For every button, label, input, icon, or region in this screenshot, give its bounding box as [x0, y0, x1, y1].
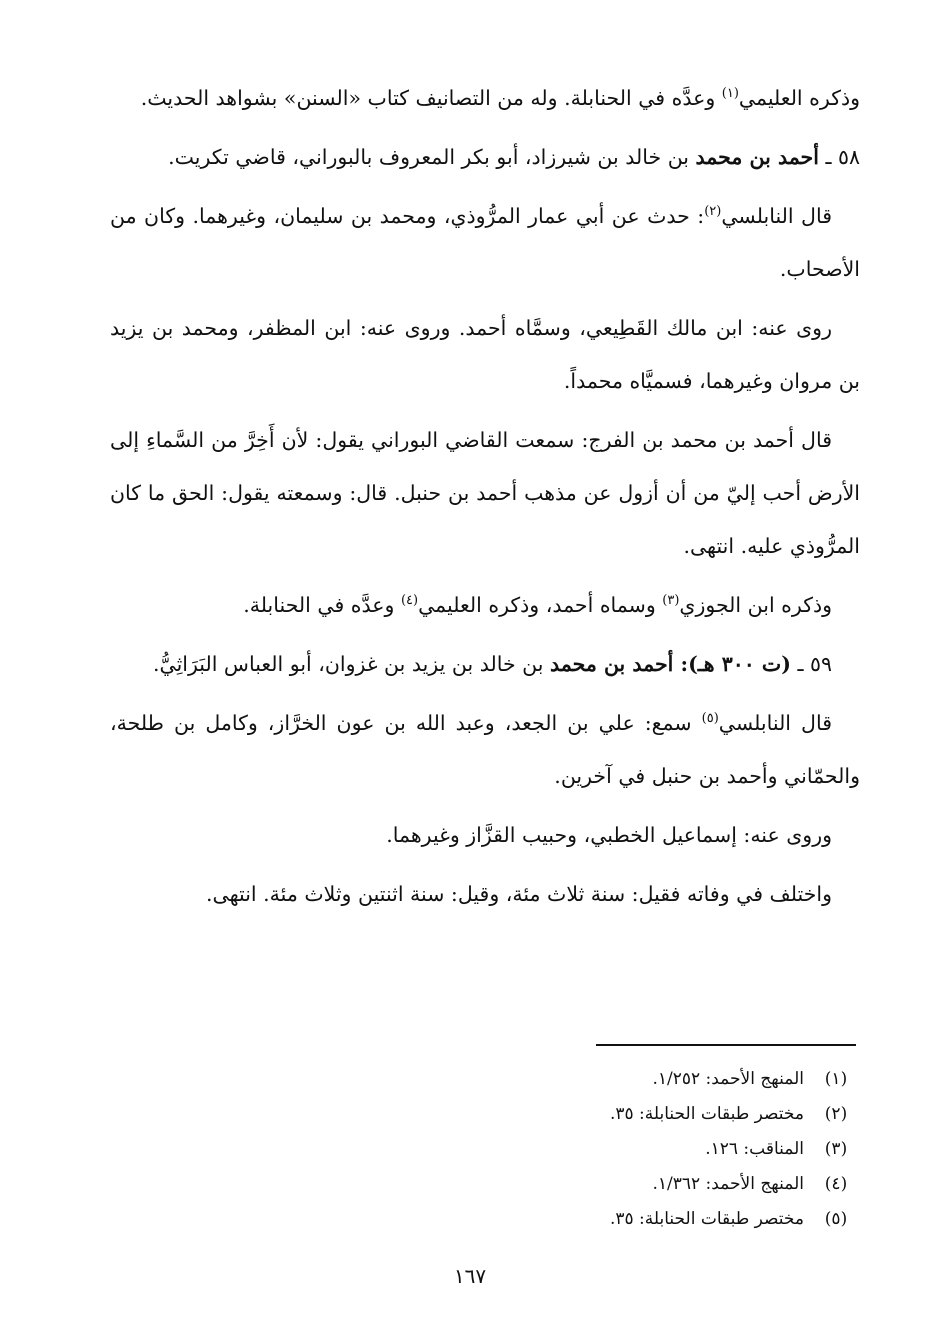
- text-segment: وذكره العليمي: [738, 86, 860, 110]
- entry-name: (ت ٣٠٠ هـ): أحمد بن محمد: [549, 652, 791, 676]
- text-segment: روى عنه: ابن مالك القَطِيعي، وسمَّاه أحمد. وروى عنه: ابن المظفر، ومحمد بن يزيد بن مروان وغيرهما، فسميَّاه محمداً.: [110, 316, 860, 393]
- paragraph: [110, 302, 860, 408]
- footnote-number: (٣): [824, 1139, 848, 1159]
- footnote-ref: (١): [721, 86, 739, 102]
- paragraph: [110, 131, 860, 184]
- footnote-number: (٢): [824, 1104, 848, 1124]
- footnote-number: (١): [824, 1069, 848, 1089]
- footnote-text: مختصر طبقات الحنابلة: ٣٥.: [609, 1104, 804, 1124]
- text-segment: بن خالد بن شيرزاد، أبو بكر المعروف بالبوراني، قاضي تكريت.: [168, 145, 696, 169]
- text-segment: ٥٨ ـ: [818, 145, 860, 169]
- paragraph: [110, 579, 860, 632]
- footnote-number: (٥): [824, 1209, 848, 1229]
- text-segment: قال النابلسي: [721, 204, 832, 228]
- paragraph: [110, 809, 860, 862]
- footnote-text: المنهج الأحمد: ١/٢٥٢.: [652, 1069, 804, 1089]
- text-segment: بن خالد بن يزيد بن غزوان، أبو العباس البَرَاثِيُّ.: [152, 652, 550, 676]
- footnote: [252, 1167, 852, 1202]
- footnote-text: المناقب: ١٢٦.: [705, 1139, 804, 1159]
- footnote: [252, 1202, 852, 1237]
- text-segment: ٥٩ ـ: [790, 652, 832, 676]
- text-segment: : حدث عن أبي عمار المرُّوذي، ومحمد بن سليمان، وغيرهما. وكان من الأصحاب.: [110, 204, 860, 281]
- paragraph: [110, 190, 860, 296]
- paragraph: [110, 414, 860, 573]
- footnote-text: مختصر طبقات الحنابلة: ٣٥.: [609, 1209, 804, 1229]
- footnote-number: (٤): [824, 1174, 848, 1194]
- text-segment: قال أحمد بن محمد بن الفرج: سمعت القاضي البوراني يقول: لأن أَخِرَّ من السَّماءِ إلى الأرض أحب إليّ من أن أزول عن مذهب أحمد بن حنبل. قال: وسمعته يقول: الحق ما كان المرُّوذي عليه. انتهى.: [110, 428, 860, 558]
- footnote-ref: (٥): [701, 711, 719, 727]
- text-segment: وعدَّه في الحنابلة. وله من التصانيف كتاب «السنن» بشواهد الحديث.: [140, 86, 722, 110]
- footnote-ref: (٤): [400, 593, 419, 609]
- footnote: [252, 1062, 852, 1097]
- footnote: [252, 1097, 852, 1132]
- text-segment: واختلف في وفاته فقيل: سنة ثلاث مئة، وقيل: سنة اثنتين وثلاث مئة. انتهى.: [205, 882, 832, 906]
- main-text: [110, 72, 860, 927]
- text-segment: وروى عنه: إسماعيل الخطبي، وحبيب القزَّاز وغيرهما.: [386, 823, 832, 847]
- paragraph: [110, 868, 860, 921]
- footnote-text: المنهج الأحمد: ١/٣٦٢.: [652, 1174, 804, 1194]
- text-segment: وذكره ابن الجوزي: [679, 593, 832, 617]
- footnote: [252, 1132, 852, 1167]
- paragraph: [110, 697, 860, 803]
- entry-name: أحمد بن محمد: [695, 145, 819, 169]
- text-segment: وسماه أحمد، وذكره العليمي: [418, 593, 663, 617]
- text-segment: وعدَّه في الحنابلة.: [243, 593, 401, 617]
- paragraph: [110, 638, 860, 691]
- paragraph: [110, 72, 860, 125]
- footnote-separator: [596, 1044, 856, 1046]
- footnote-ref: (٢): [704, 204, 722, 220]
- footnote-ref: (٣): [662, 593, 680, 609]
- footnotes: [252, 1062, 852, 1237]
- page-number: ١٦٧: [453, 1264, 487, 1288]
- text-segment: قال النابلسي: [718, 711, 832, 735]
- text-segment: سمع: علي بن الجعد، وعبد الله بن عون الخرَّاز، وكامل بن طلحة، والحمّاني وأحمد بن حنبل في آخرين.: [110, 711, 860, 788]
